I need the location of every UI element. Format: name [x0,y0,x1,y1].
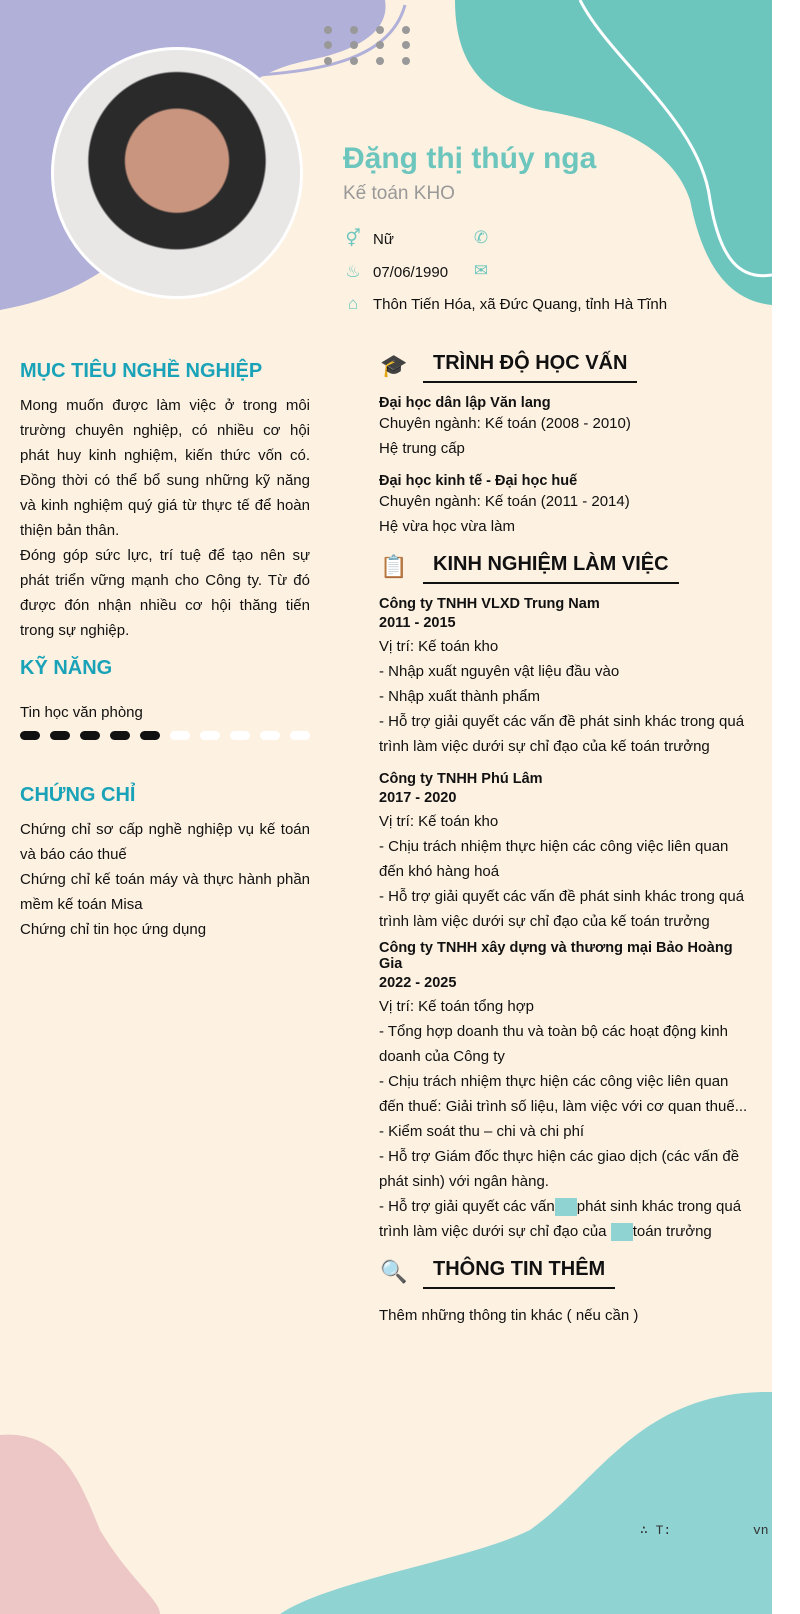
skill-level-dot [110,731,130,740]
school-major: Chuyên ngành: Kế toán (2008 - 2010) [379,415,631,432]
certificate-item: Chứng chỉ tin học ứng dụng [20,921,207,938]
job-detail: - Nhập xuất nguyên vật liệu đầu vào [379,663,620,680]
objective-heading: MỤC TIÊU NGHỀ NGHIỆP [20,360,263,382]
birthday: 07/06/1990 [373,263,449,281]
school-name: Đại học kinh tế - Đại học huế [379,473,578,489]
certificate-item: Chứng chỉ sơ cấp nghề nghiệp vụ kế toán và báo cáo thuế [20,821,310,863]
company-name: Công ty TNHH Phú Lâm [379,771,543,787]
whatsapp-icon[interactable]: ✆ [473,228,489,247]
candidate-name: Đặng thị thúy nga [343,142,597,175]
school-major: Chuyên ngành: Kế toán (2011 - 2014) [379,493,630,510]
job-detail: - Hỗ trợ giải quyết các vấn đề phát sinh khác trong quá trình làm việc dưới sự chỉ đạo của kế toán trưởng [379,713,745,755]
job-detail: - Nhập xuất thành phẩm [379,688,540,705]
experience-heading: KINH NGHIỆM LÀM VIỆC [423,553,679,584]
job-detail: - Hỗ trợ giải quyết các vấn đề phát sinh khác trong quá trình làm việc dưới sự chỉ đạo của kế toán trưởng [379,888,745,930]
skill-level-dot [230,731,250,740]
skill-level-dot [140,731,160,740]
job-detail: - Hỗ trợ giải quyết các vấn phát sinh khác trong quá trình làm việc dưới sự chỉ đạo của toán trưởng [379,1198,742,1240]
job-period: 2011 - 2015 [379,615,456,631]
job-detail: - Kiểm soát thu – chi và chi phí [379,1123,585,1140]
school-type: Hệ trung cấp [379,440,465,457]
skill-level-dot [290,731,310,740]
experience-section-header [379,553,749,584]
certificate-item: Chứng chỉ kế toán máy và thực hành phần mềm kế toán Misa [20,871,310,913]
objective-text: Mong muốn được làm việc ở trong môi trường chuyên nghiệp, có nhiều cơ hội phát huy kinh nghiệm, kiến thức vốn có. Đồng thời có thể bổ sung những kỹ năng và kinh nghiệm quý giá từ thực tế để hoàn thiện bản thân. [20,397,310,539]
skill-level-dot [20,731,40,740]
skill-level-dot [200,731,220,740]
graduation-cap-icon: 🎓 [380,352,408,378]
skills-heading: KỸ NĂNG [20,657,113,679]
education-heading: TRÌNH ĐỘ HỌC VẤN [423,352,637,383]
extra-heading: THÔNG TIN THÊM [423,1258,615,1289]
footer-text: ∴ T: [640,1523,672,1538]
email-icon[interactable]: ✉ [473,261,489,280]
avatar-photo [51,47,303,299]
gender-icon: ⚥ [345,229,361,248]
footer-text: vn [753,1523,769,1538]
job-title: Kế toán KHO [343,183,455,204]
gender: Nữ [373,230,394,248]
birthday-cake-icon: ♨ [345,262,361,281]
job-detail: - Tổng hợp doanh thu và toàn bộ các hoạt động kinh doanh của Công ty [379,1023,728,1065]
skill-name: Tin học văn phòng [20,704,143,721]
school-type: Hệ vừa học vừa làm [379,518,515,535]
extra-section-header [379,1258,749,1289]
clipboard-icon: 📋 [380,553,408,579]
job-period: 2022 - 2025 [379,975,457,991]
company-name: Công ty TNHH VLXD Trung Nam [379,596,600,612]
company-name: Công ty TNHH xây dựng và thương mại Bảo Hoàng Gia [379,940,733,972]
skill-level-dot [170,731,190,740]
skill-level-dot [50,731,70,740]
objective-text: Đóng góp sức lực, trí tuệ để tạo nên sự phát triển vững mạnh cho Công ty. Từ đó được đón nhận nhiều cơ hội thăng tiến trong sự nghiệp. [20,547,310,639]
job-period: 2017 - 2020 [379,790,457,806]
magnifier-chart-icon: 🔍 [380,1258,408,1284]
education-section-header [379,352,749,383]
job-detail: - Chịu trách nhiệm thực hiện các công việc liên quan đến khó hàng hoá [379,838,729,880]
job-detail: Vị trí: Kế toán kho [379,813,499,830]
certificates-heading: CHỨNG CHỈ [20,784,136,806]
job-detail: Vị trí: Kế toán tổng hợp [379,998,534,1015]
home-icon: ⌂ [347,294,359,313]
skill-level-rating [20,731,310,740]
skill-level-dot [260,731,280,740]
skill-level-dot [80,731,100,740]
job-detail: - Hỗ trợ Giám đốc thực hiện các giao dịch (các vấn đề phát sinh) với ngân hàng. [379,1148,740,1190]
school-name: Đại học dân lập Văn lang [379,395,551,411]
address: Thôn Tiến Hóa, xã Đức Quang, tỉnh Hà Tĩnh [373,295,668,313]
job-detail: Vị trí: Kế toán kho [379,638,499,655]
job-detail: - Chịu trách nhiệm thực hiện các công việc liên quan đến thuế: Giải trình số liệu, làm việc với cơ quan thuế... [379,1073,748,1115]
extra-text: Thêm những thông tin khác ( nếu cần ) [379,1307,639,1324]
